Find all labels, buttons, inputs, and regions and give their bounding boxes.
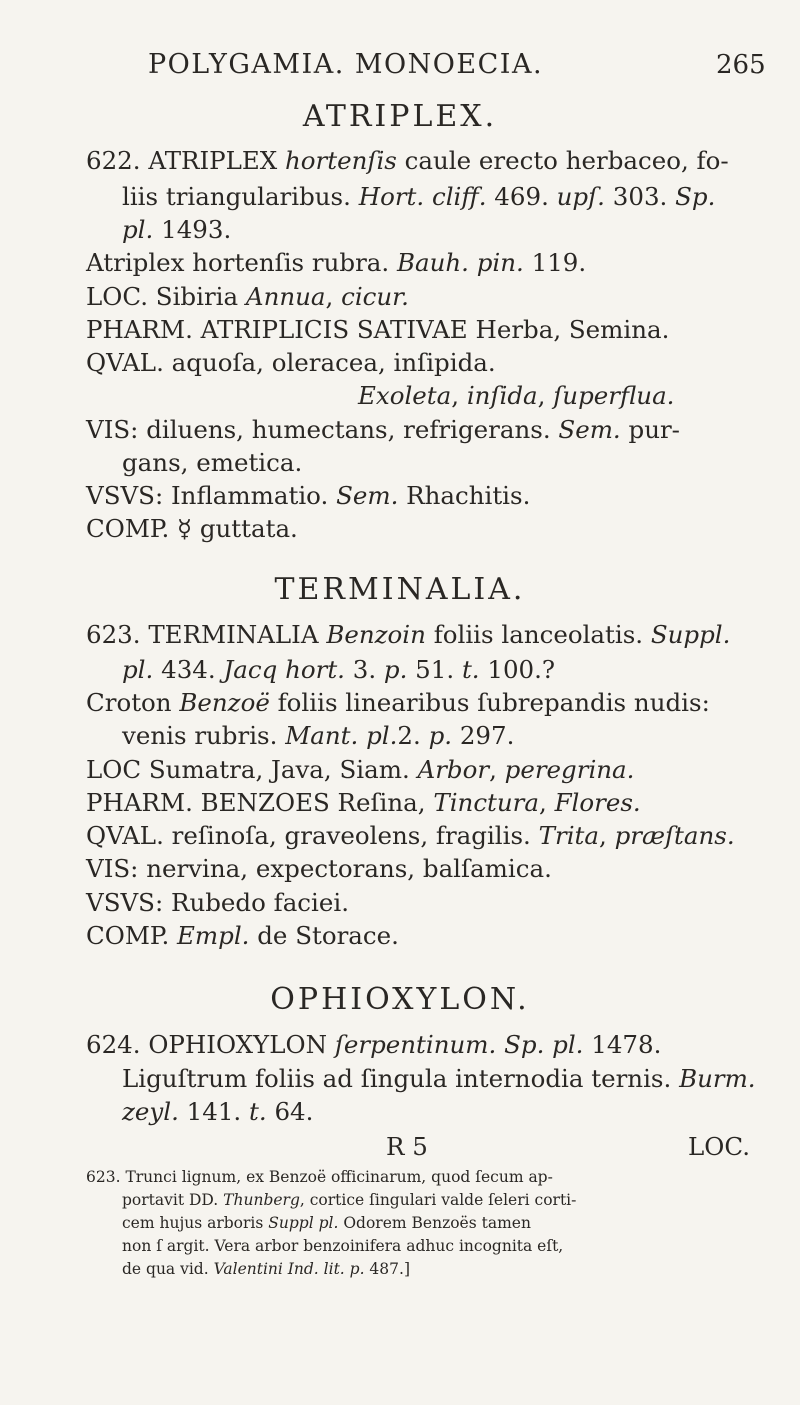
entry-line: zeyl. 141. t. 64.	[122, 1097, 314, 1126]
entry-line: VSVS: Inflammatio. Sem. Rhachitis.	[86, 481, 531, 510]
section-heading-terminalia: TERMINALIA.	[274, 572, 526, 607]
footnote-line: cem hujus arboris Suppl pl. Odorem Benzoës tamen	[122, 1214, 531, 1232]
entry-line: LOC Sumatra, Java, Siam. Arbor, peregrina.	[86, 755, 635, 784]
entry-line: 622. ATRIPLEX hortenſis caule erecto herbaceo, fo-	[86, 146, 729, 175]
entry-line: Liguſtrum foliis ad ſingula internodia ternis. Burm.	[122, 1064, 756, 1093]
entry-line: PHARM. ATRIPLICIS SATIVAE Herba, Semina.	[86, 315, 670, 344]
entry-line: 623. TERMINALIA Benzoin foliis lanceolatis. Suppl.	[86, 620, 731, 649]
page-number: 265	[716, 50, 766, 80]
entry-line: QVAL. reſinoſa, graveolens, fragilis. Trita, præſtans.	[86, 821, 735, 850]
entry-line: COMP. Empl. de Storace.	[86, 921, 399, 950]
signature-mark: R 5	[386, 1132, 428, 1161]
entry-line: VIS: nervina, expectorans, balſamica.	[86, 854, 552, 883]
footnote-line: 623. Trunci lignum, ex Benzoë officinarum, quod ſecum ap-	[86, 1168, 553, 1186]
entry-line: gans, emetica.	[122, 448, 303, 477]
entry-line: Exoleta, inſida, ſuperflua.	[358, 381, 675, 410]
entry-line: 624. OPHIOXYLON ſerpentinum. Sp. pl. 1478.	[86, 1030, 662, 1059]
footnote-line: de qua vid. Valentini Ind. lit. p. 487.]	[122, 1260, 410, 1278]
running-head: POLYGAMIA. MONOECIA.	[148, 49, 544, 80]
section-heading-ophioxylon: OPHIOXYLON.	[270, 982, 530, 1017]
entry-line: Atriplex hortenſis rubra. Bauh. pin. 119.	[86, 248, 587, 277]
footnote-line: non ſ argit. Vera arbor benzoinifera adhuc incognita eſt,	[122, 1237, 564, 1255]
entry-line: PHARM. BENZOES Reſina, Tinctura, Flores.	[86, 788, 641, 817]
entry-line: LOC. Sibiria Annua, cicur.	[86, 282, 409, 311]
entry-line: Croton Benzoë foliis linearibus ſubrepandis nudis:	[86, 688, 710, 717]
entry-line: liis triangularibus. Hort. cliff. 469. upſ. 303. Sp.	[122, 182, 716, 211]
entry-line: VSVS: Rubedo faciei.	[86, 888, 349, 917]
entry-line: venis rubris. Mant. pl.2. p. 297.	[122, 721, 515, 750]
entry-line: pl. 1493.	[122, 215, 232, 244]
catchword: LOC.	[688, 1132, 751, 1161]
entry-line: pl. 434. Jacq hort. 3. p. 51. t. 100.?	[122, 655, 556, 684]
entry-line: QVAL. aquoſa, oleracea, inſipida.	[86, 348, 496, 377]
entry-line: VIS: diluens, humectans, refrigerans. Sem. pur-	[86, 415, 680, 444]
section-heading-atriplex: ATRIPLEX.	[302, 99, 498, 134]
entry-line: COMP. ☿ guttata.	[86, 514, 298, 543]
footnote-line: portavit DD. Thunberg, cortice ſingulari valde ſeleri corti-	[122, 1191, 577, 1209]
